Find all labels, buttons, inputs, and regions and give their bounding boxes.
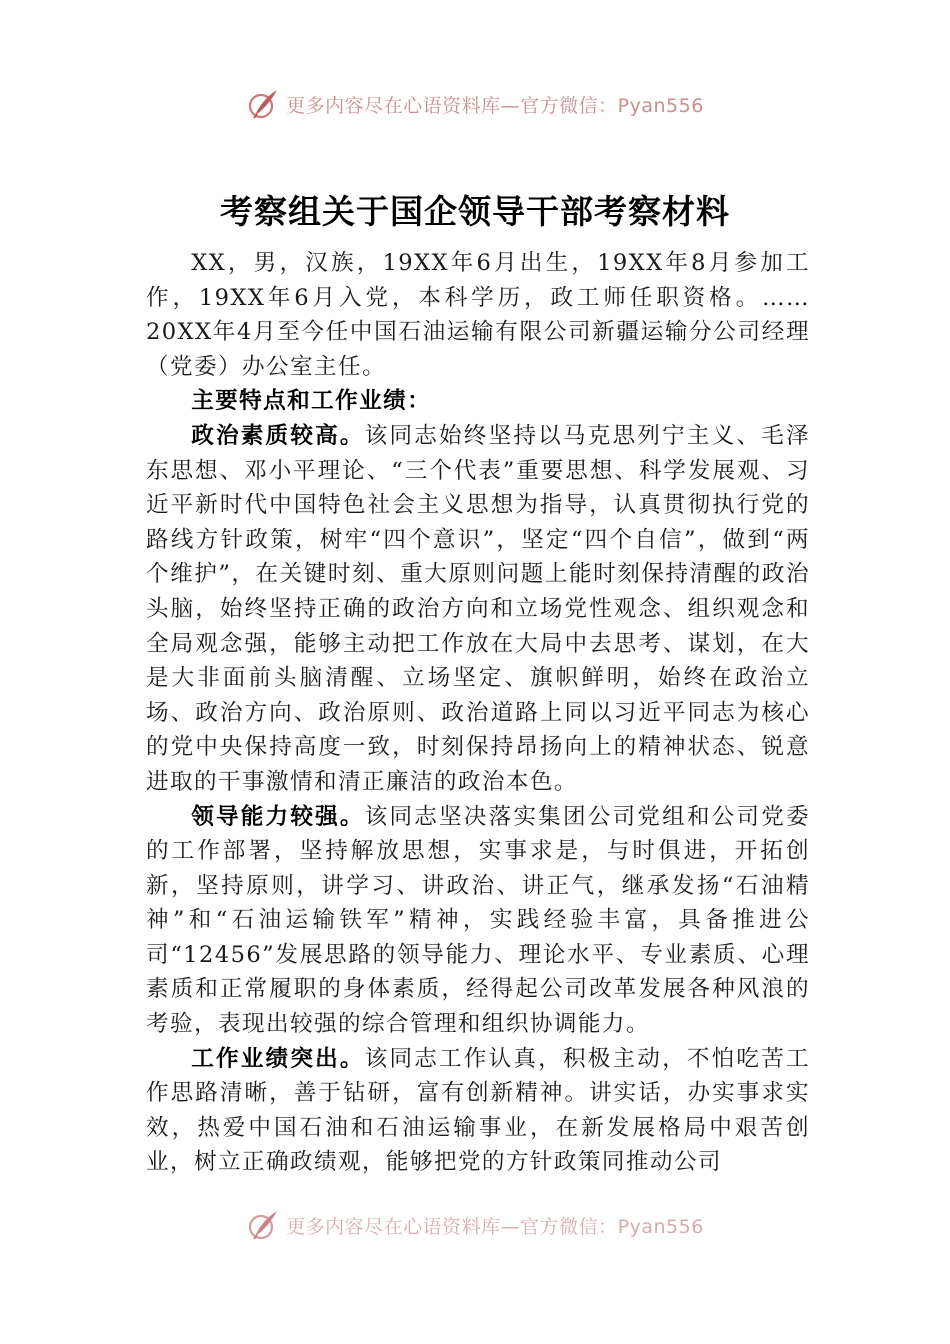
paragraph-lead: 工作业绩突出。 (191, 1045, 365, 1072)
paragraph-lead: 政治素质较高。 (191, 422, 365, 449)
paragraph-text: 该同志工作认真，积极主动，不怕吃苦工作思路清晰，善于钻研，富有创新精神。讲实话，办实事求实效，热爱中国石油和石油运输事业，在新发展格局中艰苦创业，树立正确政绩观，能够把党的方针政策同推动公司 (146, 1045, 810, 1176)
paragraph-work-performance (146, 1042, 810, 1180)
paragraph-text: 该同志坚决落实集团公司党组和公司党委的工作部署，坚持解放思想，实事求是，与时俱进，开拓创新，坚持原则，讲学习、讲政治、讲正气，继承发扬“石油精神”和“石油运输铁军”精神，实践经验丰富，具备推进公司“12456”发展思路的领导能力、理论水平、专业素质、心理素质和正常履职的身体素质，经得起公司改革发展各种风浪的考验，表现出较强的综合管理和组织协调能力。 (146, 803, 810, 1038)
section-heading (146, 384, 810, 419)
watermark-header (0, 84, 950, 124)
watermark-text: 更多内容尽在心语资料库—官方微信：Pyan556 (286, 94, 704, 117)
paragraph-political-quality (146, 419, 810, 800)
intro-paragraph: XX，男，汉族，19XX年6月出生，19XX年8月参加工作，19XX年6月入党，本科学历，政工师任职资格。……20XX年4月至今任中国石油运输有限公司新疆运输分公司经理（党委）办公室主任。 (146, 250, 810, 380)
section-heading-text: 主要特点和工作业绩： (191, 388, 432, 415)
watermark-text: 更多内容尽在心语资料库—官方微信：Pyan556 (286, 1215, 704, 1238)
document-title: 考察组关于国企领导干部考察材料 (220, 192, 730, 231)
paragraph-text: 该同志始终坚持以马克思列宁主义、毛泽东思想、邓小平理论、“三个代表”重要思想、科学发展观、习近平新时代中国特色社会主义思想为指导，认真贯彻执行党的路线方针政策，树牢“四个意识”，坚定“四个自信”，做到“两个维护”，在关键时刻、重大原则问题上能时刻保持清醒的政治头脑，始终坚持正确的政治方向和立场党性观念、组织观念和全局观念强，能够主动把工作放在大局中去思考、谋划，在大是大非面前头脑清醒、立场坚定、旗帜鲜明，始终在政治立场、政治方向、政治原则、政治道路上同以习近平同志为核心的党中央保持高度一致，时刻保持昂扬向上的精神状态、锐意进取的干事激情和清正廉洁的政治本色。 (146, 422, 810, 795)
document-body (146, 246, 810, 1180)
quill-pen-icon (246, 1208, 280, 1242)
paragraph-leadership-ability (146, 800, 810, 1042)
watermark-footer (0, 1205, 950, 1245)
quill-pen-icon (246, 87, 280, 121)
paragraph-lead: 领导能力较强。 (191, 803, 365, 830)
